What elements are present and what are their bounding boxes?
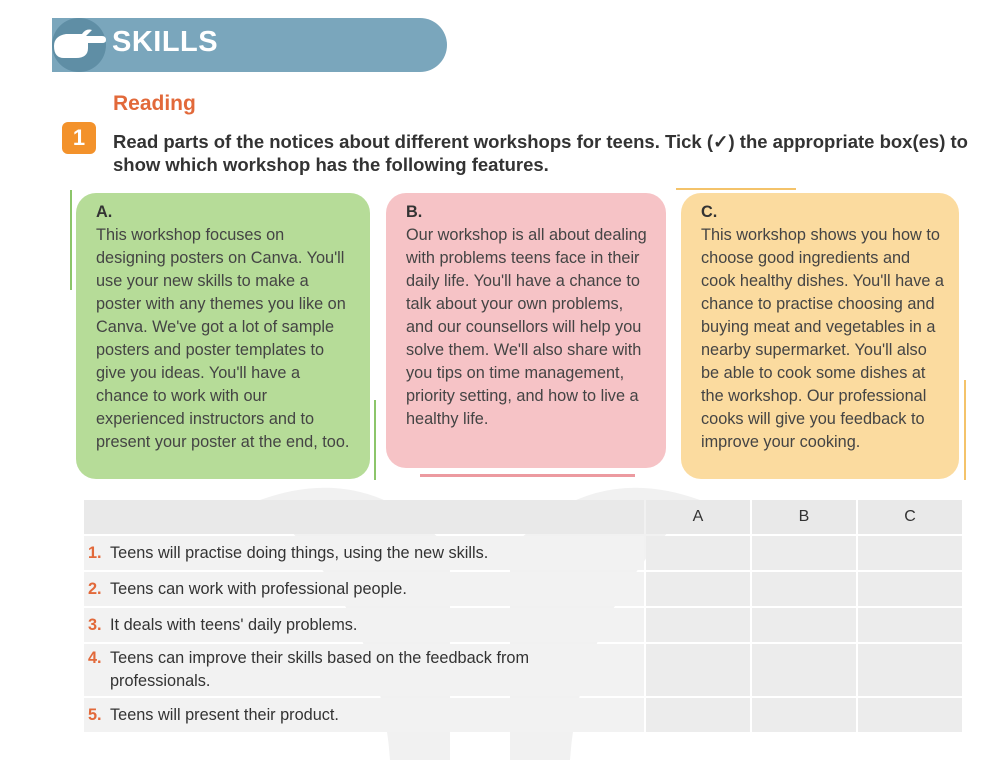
statement-number: 4.: [88, 649, 102, 667]
statement-text: Teens can improve their skills based on the feedback from professionals.: [110, 649, 530, 690]
statement-number: 5.: [88, 705, 102, 724]
notice-text: Our workshop is all about dealing with problems teens face in their daily life. You'll have a chance to talk about your own problems, and our counsellors will help you solve them. We'll also share with you tips on time management, priority setting, and how to live a healthy life.: [406, 226, 647, 428]
statement-cell: [84, 536, 644, 570]
statement-text: Teens will present their product.: [110, 705, 339, 724]
statement-cell: [84, 698, 644, 732]
tick-box-c[interactable]: [858, 644, 962, 696]
tick-box-a[interactable]: [646, 536, 750, 570]
tick-box-b[interactable]: [752, 698, 856, 732]
exercise-instruction: Read parts of the notices about different workshops for teens. Tick (✓) the appropriate box(es) to show which workshop has the following features.: [113, 131, 968, 175]
tick-box-a[interactable]: [646, 644, 750, 696]
section-title: Reading: [113, 92, 196, 115]
notice-c: [681, 193, 959, 479]
tick-box-a[interactable]: [646, 608, 750, 642]
tick-box-a[interactable]: [646, 698, 750, 732]
decor-line: [420, 474, 635, 477]
column-header-c: C: [858, 500, 962, 534]
statement-number: 1.: [88, 543, 102, 562]
table-row: [84, 608, 962, 642]
notice-letter: A.: [96, 203, 113, 221]
table-row: [84, 698, 962, 732]
column-header-b: B: [752, 500, 856, 534]
statement-cell: [84, 608, 644, 642]
table-row: [84, 572, 962, 606]
exercise-number-badge: 1: [62, 122, 96, 154]
table-header-blank: [84, 500, 644, 534]
column-header-a: A: [646, 500, 750, 534]
table-row: [84, 644, 962, 696]
tick-box-c[interactable]: [858, 608, 962, 642]
features-table: [82, 498, 964, 734]
notice-b: [386, 193, 666, 468]
notice-letter: B.: [406, 203, 423, 221]
decor-line: [70, 190, 72, 290]
tick-box-b[interactable]: [752, 536, 856, 570]
statement-text: Teens can work with professional people.: [110, 579, 407, 598]
tick-box-c[interactable]: [858, 698, 962, 732]
decor-line: [676, 188, 796, 190]
notice-letter: C.: [701, 203, 718, 221]
pointing-hand-icon: [52, 24, 108, 66]
notice-text: This workshop shows you how to choose good ingredients and cook healthy dishes. You'll have a chance to practise choosing and buying meat and vegetables in a nearby supermarket. You'll also be able to cook some dishes at the workshop. Our professional cooks will give you feedback to improve your cooking.: [701, 226, 944, 451]
tick-box-b[interactable]: [752, 608, 856, 642]
tick-box-c[interactable]: [858, 536, 962, 570]
notice-text: This workshop focuses on designing posters on Canva. You'll use your new skills to make a poster with any themes you like on Canva. We've got a lot of sample posters and poster templates to give you ideas. You'll have a chance to work with our experienced instructors and to present your poster at the end, too.: [96, 226, 350, 451]
tick-box-a[interactable]: [646, 572, 750, 606]
statement-cell: [84, 644, 644, 696]
tick-box-c[interactable]: [858, 572, 962, 606]
tick-box-b[interactable]: [752, 572, 856, 606]
decor-line: [964, 380, 966, 480]
page-title: SKILLS: [112, 26, 219, 58]
decor-line: [374, 400, 376, 480]
statement-text: Teens will practise doing things, using the new skills.: [110, 543, 489, 562]
tick-box-b[interactable]: [752, 644, 856, 696]
statement-number: 2.: [88, 579, 102, 598]
statement-text: It deals with teens' daily problems.: [110, 615, 358, 634]
statement-cell: [84, 572, 644, 606]
table-row: [84, 536, 962, 570]
statement-number: 3.: [88, 615, 102, 634]
notice-a: [76, 193, 370, 479]
